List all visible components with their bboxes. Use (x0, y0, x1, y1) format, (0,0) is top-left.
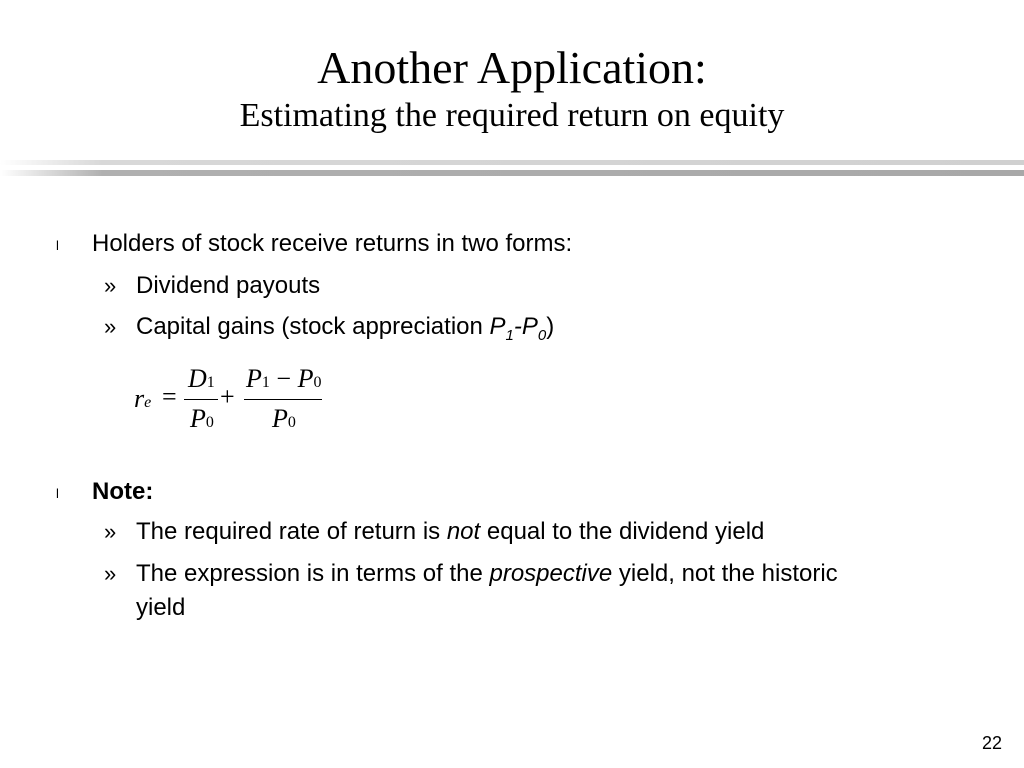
required-rate-em: not (446, 518, 481, 545)
expression-em: prospective (489, 560, 613, 587)
p-symbol: P (521, 313, 538, 340)
formula-p: P (190, 404, 206, 433)
formula-plus: + (220, 382, 235, 411)
formula-p-subscript: 0 (313, 374, 322, 391)
formula-p: P (246, 364, 262, 393)
header-rule-light (0, 160, 1024, 165)
sub-bullet-expression-line2: yield (136, 594, 186, 621)
header-rule-dark (0, 170, 1024, 176)
sub-bullet-marker: » (104, 519, 117, 544)
required-rate-post: equal to the dividend yield (480, 518, 765, 545)
bullet-holders-of-stock: Holders of stock receive returns in two forms: (92, 230, 573, 257)
formula-d-subscript: 1 (206, 374, 215, 391)
sub-bullet-marker: » (104, 273, 117, 298)
slide-title: Another Application: (317, 42, 707, 93)
formula-p: P (272, 404, 288, 433)
formula-minus: − (276, 364, 292, 393)
formula-p-subscript: 0 (205, 414, 214, 431)
bullet-marker: l (56, 238, 59, 253)
slide-subtitle: Estimating the required return on equity (239, 97, 785, 134)
capital-gains-text: Capital gains (stock appreciation (136, 313, 490, 340)
formula-p: P (297, 364, 314, 393)
sub-bullet-capital-gains (136, 313, 554, 350)
page-number: 22 (981, 733, 1002, 753)
expression-post: yield, not the historic (612, 560, 838, 587)
formula-p-subscript: 1 (261, 374, 270, 391)
required-rate-pre: The required rate of return is (136, 518, 447, 545)
p-subscript-0: 0 (537, 326, 547, 344)
expression-pre: The expression is in terms of the (136, 560, 490, 587)
title-block (0, 40, 1024, 136)
sub-bullet-marker: » (104, 314, 117, 339)
formula-equals: = (162, 382, 177, 411)
p-symbol: P (489, 313, 506, 340)
fraction-bar-2 (244, 399, 322, 400)
bullet-note: Note: (92, 478, 154, 505)
close-paren: ) (546, 313, 555, 340)
required-return-formula (132, 362, 342, 442)
sub-bullet-expression (136, 560, 838, 588)
sub-bullet-marker: » (104, 561, 117, 586)
formula-d: D (188, 364, 207, 393)
formula-r: r (134, 384, 145, 413)
p-subscript-1: 1 (505, 326, 514, 344)
dash: - (513, 313, 522, 340)
formula-p-subscript: 0 (287, 414, 296, 431)
formula-e-subscript: e (144, 394, 152, 411)
sub-bullet-dividend-payouts: Dividend payouts (136, 272, 321, 299)
fraction-bar-1 (184, 399, 218, 400)
bullet-marker: l (56, 486, 59, 501)
sub-bullet-required-rate (136, 518, 764, 546)
